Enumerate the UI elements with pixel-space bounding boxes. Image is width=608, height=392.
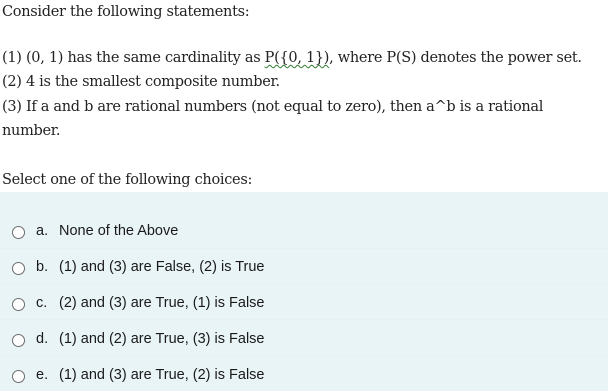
divider (0, 283, 608, 284)
choice-label[interactable]: (2) and (3) are True, (1) is False (59, 295, 265, 311)
choice-b[interactable] (0, 254, 608, 284)
choice-letter: a. (36, 223, 49, 239)
choice-letter: b. (36, 259, 49, 275)
statement-1-text-end: , where P(S) denotes the power set. (329, 50, 582, 66)
statement-3: (3) If a and b are rational numbers (not equal to zero), then a^b is a rational (2, 99, 544, 115)
choice-label[interactable]: (1) and (2) are True, (3) is False (59, 331, 265, 347)
radio-button-d[interactable] (12, 334, 25, 347)
question-panel (0, 0, 608, 192)
statement-2: (2) 4 is the smallest composite number. (2, 74, 280, 90)
radio-button-e[interactable] (12, 370, 25, 383)
choice-c[interactable] (0, 290, 608, 320)
radio-button-c[interactable] (12, 298, 25, 311)
choice-letter: e. (36, 367, 49, 383)
choice-letter: c. (36, 295, 48, 311)
choices-prompt: Select one of the following choices: (2, 172, 253, 188)
choice-letter: d. (36, 331, 49, 347)
divider (0, 319, 608, 320)
radio-button-a[interactable] (12, 226, 25, 239)
statement-3-continuation: number. (2, 123, 61, 139)
power-set-term: P({0, 1}) (264, 50, 330, 66)
radio-button-b[interactable] (12, 262, 25, 275)
statement-1-text: (1) (0, 1) has the same cardinality as (2, 50, 265, 66)
choice-d[interactable] (0, 326, 608, 356)
choice-label[interactable]: (1) and (3) are True, (2) is False (59, 367, 265, 383)
answer-choices (0, 192, 608, 391)
statement-1 (2, 50, 582, 66)
question-intro: Consider the following statements: (2, 4, 250, 20)
choice-label[interactable]: None of the Above (59, 223, 179, 239)
choice-e[interactable] (0, 362, 608, 392)
choice-label[interactable]: (1) and (3) are False, (2) is True (59, 259, 265, 275)
choice-a[interactable] (0, 218, 608, 248)
divider (0, 248, 608, 249)
divider (0, 356, 608, 357)
